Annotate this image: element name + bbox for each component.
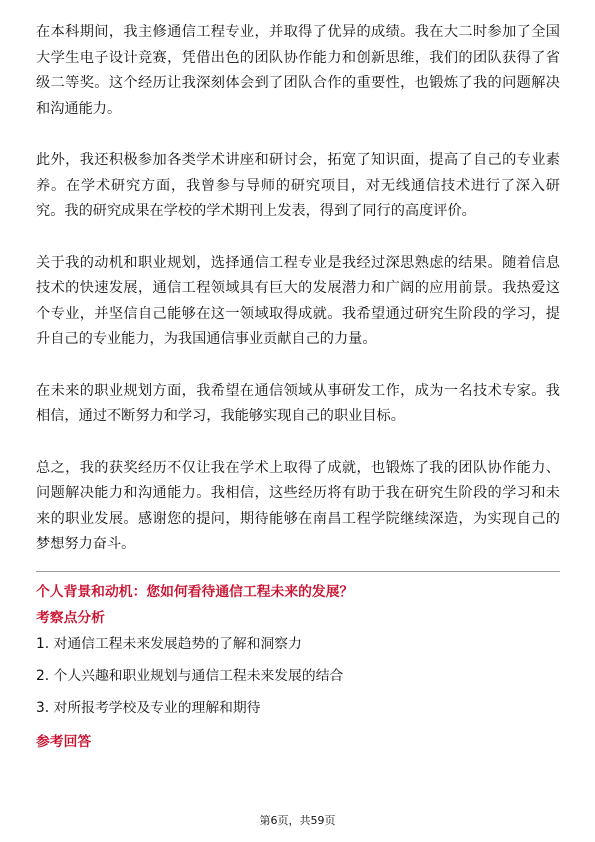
paragraph-award-experience: 在本科期间，我主修通信工程专业，并取得了优异的成绩。我在大二时参加了全国大学生电子设计竞赛，凭借出色的团队协作能力和创新思维，我们的团队获得了省级二等奖。这个经历让我深刻体会到了团队合作的重要性，也锻炼了我的问题解决和沟通能力。 — [36, 24, 560, 117]
analysis-point: 1. 对通信工程未来发展趋势的了解和洞察力 — [36, 635, 302, 652]
analysis-point: 2. 个人兴趣和职业规划与通信工程未来发展的结合 — [36, 667, 344, 684]
question-heading: 个人背景和动机：您如何看待通信工程未来的发展？ — [36, 583, 354, 600]
page-content — [36, 20, 560, 752]
page-number-footer: 第6页，共59页 — [259, 814, 336, 827]
analysis-point: 3. 对所报考学校及专业的理解和期待 — [36, 699, 261, 716]
paragraph-career-plan: 在未来的职业规划方面，我希望在通信领域从事研发工作，成为一名技术专家。我相信，通过不断努力和学习，我能够实现自己的职业目标。 — [36, 382, 560, 424]
section-divider — [36, 571, 560, 572]
paragraph-motivation: 关于我的动机和职业规划，选择通信工程专业是我经过深思熟虑的结果。随着信息技术的快速发展，通信工程领域具有巨大的发展潜力和广阔的应用前景。我热爱这个专业，并坚信自己能够在这一领域取得成就。我希望通过研究生阶段的学习，提升自己的专业能力，为我国通信事业贡献自己的力量。 — [36, 254, 560, 347]
analysis-heading: 考察点分析 — [36, 609, 105, 626]
paragraph-conclusion: 总之，我的获奖经历不仅让我在学术上取得了成就，也锻炼了我的团队协作能力、问题解决能力和沟通能力。我相信，这些经历将有助于我在研究生阶段的学习和未来的职业发展。感谢您的提问，期待能够在南昌工程学院继续深造，为实现自己的梦想努力奋斗。 — [36, 459, 560, 552]
answer-heading: 参考回答 — [36, 733, 92, 750]
analysis-point-list — [36, 634, 560, 718]
paragraph-academic-activities: 此外，我还积极参加各类学术讲座和研讨会，拓宽了知识面，提高了自己的专业素养。在学术研究方面，我曾参与导师的研究项目，对无线通信技术进行了深入研究。我的研究成果在学校的学术期刊上发表，得到了同行的高度评价。 — [36, 152, 560, 219]
